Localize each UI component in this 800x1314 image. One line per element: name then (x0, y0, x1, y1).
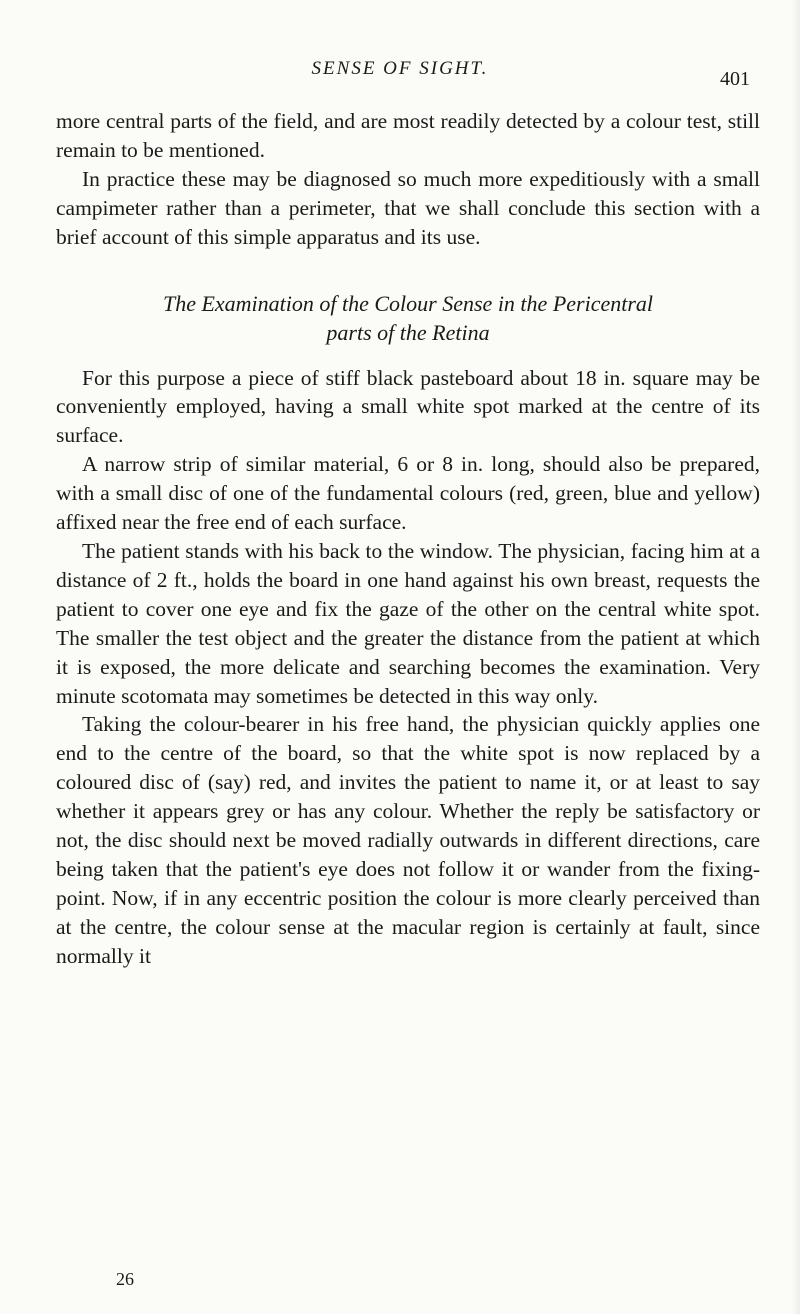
paragraph: A narrow strip of similar material, 6 or 8 in. long, should also be prepared, with a small disc of one of the fundamental colours (red, green, blue and yellow) affixed near the free end of each surface. (56, 452, 760, 535)
paragraph: In practice these may be diagnosed so much more expeditiously with a small campimeter rather than a perimeter, that we shall conclude this section with a brief account of this simple apparatus and its use. (56, 166, 760, 249)
page-edge-shade (792, 0, 800, 1314)
signature-mark: 26 (116, 1269, 134, 1289)
paragraph-continuation: more central parts of the field, and are most readily detected by a colour test, still remain to be mentioned. (56, 109, 760, 162)
paragraph: For this purpose a piece of stiff black pasteboard about 18 in. square may be conveniently employed, having a small white spot marked at the centre of its surface. (56, 365, 760, 448)
paragraph: The patient stands with his back to the window. The physician, facing him at a distance of 2 ft., holds the board in one hand against his own breast, requests the patient to cover one eye and fix the gaze of the other on the central white spot. The smaller the test object and the greater the distance from the patient at which it is exposed, the more delicate and searching becomes the examination. Very minute scotomata may sometimes be detected in this way only. (56, 538, 760, 708)
section-heading (56, 289, 760, 347)
page-number: 401 (720, 68, 750, 90)
paragraph: Taking the colour-bearer in his free hand, the physician quickly applies one end to the centre of the board, so that the white spot is now replaced by a coloured disc of (say) red, and invites the patient to name it, or at least to say whether it appears grey or has any colour. Whether the reply be satisfactory or not, the disc should next be moved radially outwards in different directions, care being taken that the patient's eye does not follow it or wander from the fixing-point. Now, if in any eccentric position the colour is more clearly perceived than at the centre, the colour sense at the macular region is certainly at fault, since normally it (56, 712, 760, 968)
section-heading-line: parts of the Retina (326, 319, 490, 345)
body-text (56, 107, 760, 971)
running-head: SENSE OF SIGHT. (311, 58, 489, 79)
section-heading-line: The Examination of the Colour Sense in the Pericentral (162, 290, 654, 316)
